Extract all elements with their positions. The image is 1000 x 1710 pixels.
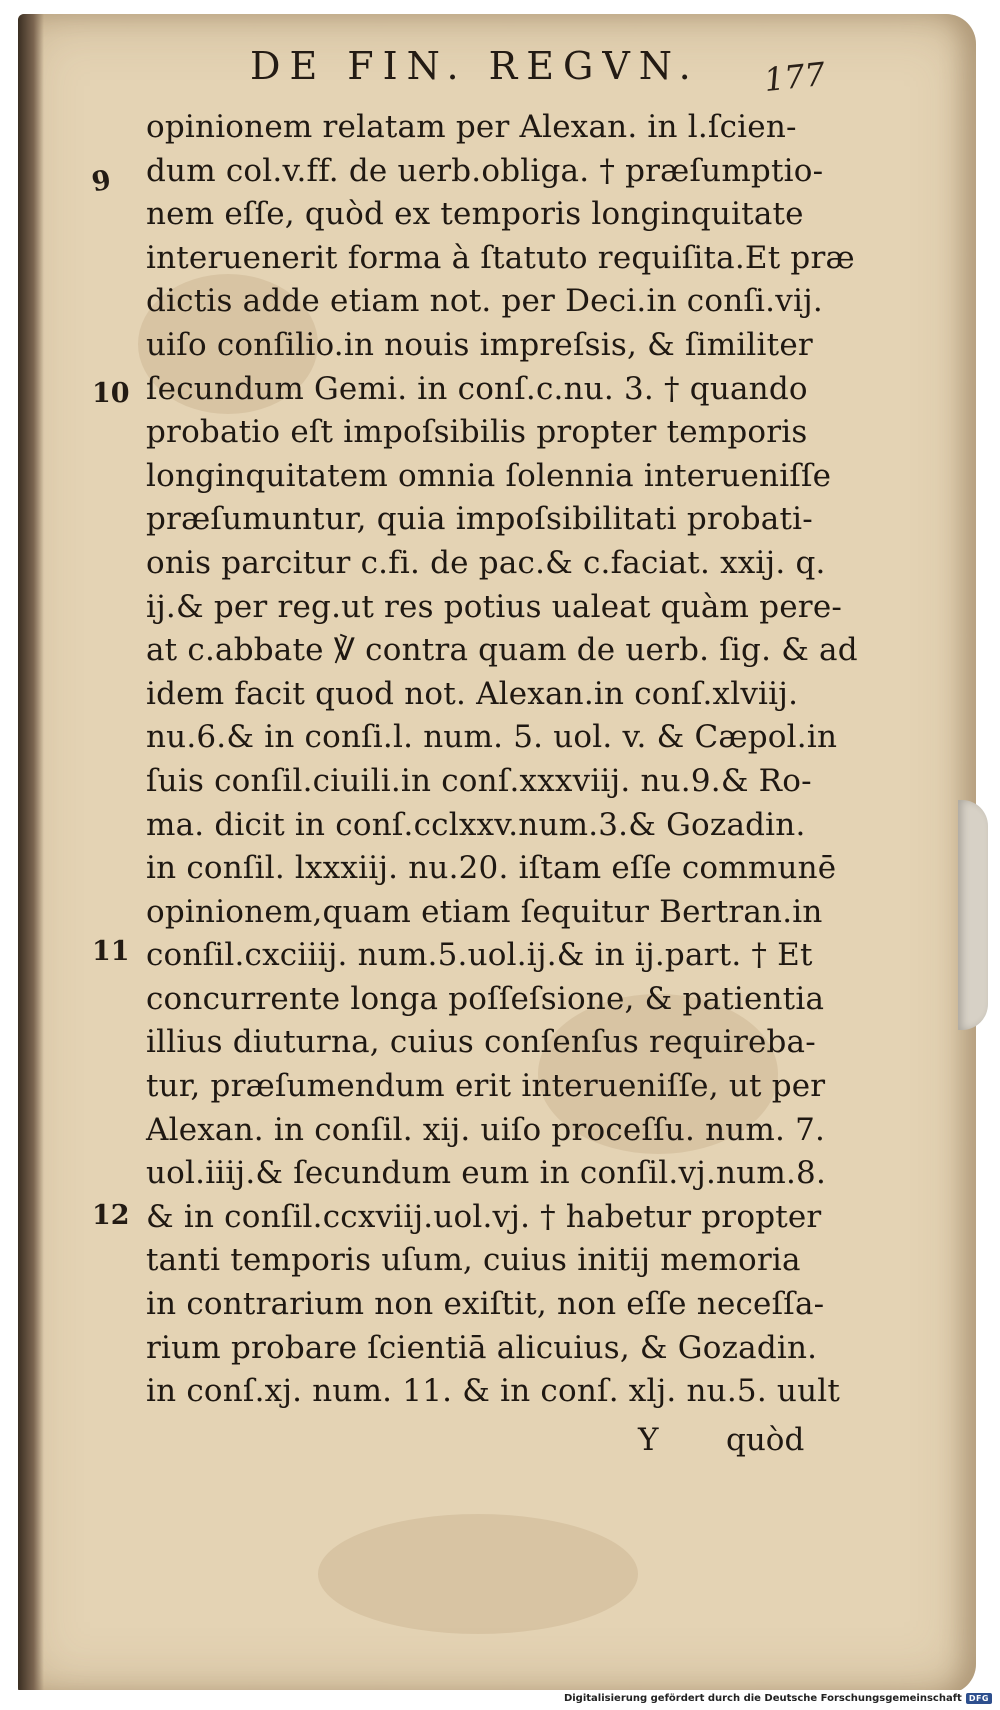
text-line: opinionem,quam etiam ſequitur Bertran.in <box>146 893 823 930</box>
text-line: in contrarium non exiſtit, non eſſe neceſſa- <box>146 1286 825 1323</box>
body-text <box>146 106 858 1414</box>
text-line: ſecundum Gemi. in conſ.c.nu. 3. † quando <box>146 370 808 407</box>
running-head: DE FIN. REGVN. <box>250 44 700 88</box>
text-line: probatio eſt impoſsibilis propter temporis <box>146 414 808 451</box>
text-line: ſuis conſil.ciuili.in conſ.xxxviij. nu.9.& Ro- <box>146 762 812 799</box>
text-line: nu.6.& in conſi.l. num. 5. uol. v. & Cæpol.in <box>146 719 838 756</box>
margin-number: 10 <box>92 378 130 409</box>
page-footer-line <box>146 1422 826 1466</box>
text-line: opinionem relatam per Alexan. in l.ſcien- <box>146 109 797 145</box>
text-line: uiſo conſilio.in nouis impreſsis, & ſimiliter <box>146 326 813 363</box>
margin-number: 9 <box>89 164 114 199</box>
credit-text: Digitalisierung gefördert durch die Deutsche Forschungsgemeinschaft <box>563 1693 962 1704</box>
text-line: idem facit quod not. Alexan.in conſ.xlviij. <box>146 675 799 712</box>
text-line: præſumuntur, quia impoſsibilitati probati- <box>146 501 813 538</box>
text-line: at c.abbate ℣ contra quam de uerb. ſig. & ad <box>146 632 858 669</box>
text-line: in conſ.xj. num. 11. & in conſ. xlj. nu.5. uult <box>146 1373 841 1410</box>
text-line: tur, præſumendum erit interueniſſe, ut per <box>146 1068 826 1105</box>
catchword: quòd <box>726 1422 805 1458</box>
margin-number: 12 <box>92 1200 130 1231</box>
binding-gutter <box>18 14 44 1694</box>
text-line: tanti temporis uſum, cuius initij memoria <box>146 1242 801 1279</box>
dfg-logo: DFG <box>966 1693 992 1704</box>
text-line: uol.iiij.& ſecundum eum in conſil.vj.num.8. <box>146 1155 827 1192</box>
text-line: & in conſil.ccxviij.uol.vj. † habetur propter <box>146 1198 822 1235</box>
text-line: dum col.v.ff. de uerb.obliga. † præſumptio- <box>146 152 824 189</box>
paper-stain <box>318 1514 638 1634</box>
page-clip <box>958 800 988 1030</box>
text-line: ij.& per reg.ut res potius ualeat quàm pere- <box>146 588 843 625</box>
folio-number: 177 <box>762 54 827 100</box>
text-line: longinquitatem omnia ſolennia interueniſſe <box>146 457 832 494</box>
text-line: in conſil. lxxxiij. nu.20. iſtam eſſe communē <box>146 850 837 887</box>
signature-mark: Y <box>638 1422 659 1458</box>
text-line: rium probare ſcientiā alicuius, & Gozadin. <box>146 1329 818 1366</box>
text-line: conſil.cxciiij. num.5.uol.ij.& in ij.part. † Et <box>146 937 813 974</box>
text-line: ma. dicit in conſ.cclxxv.num.3.& Gozadin. <box>146 806 806 843</box>
digitization-credit <box>564 1693 992 1704</box>
text-line: Alexan. in conſil. xij. uiſo proceſſu. num. 7. <box>146 1111 826 1148</box>
text-line: nem eſſe, quòd ex temporis longinquitate <box>146 196 804 233</box>
text-line: concurrente longa poſſeſsione, & patientia <box>146 980 825 1017</box>
margin-number: 11 <box>92 936 130 967</box>
text-line: dictis adde etiam not. per Deci.in conſi.vij. <box>146 283 823 320</box>
text-line: onis parcitur c.fi. de pac.& c.faciat. xxij. q. <box>146 544 826 581</box>
text-line: illius diuturna, cuius conſenſus requireba- <box>146 1024 816 1061</box>
text-line: interuenerit forma à ſtatuto requiſita.Et præ <box>146 239 855 276</box>
